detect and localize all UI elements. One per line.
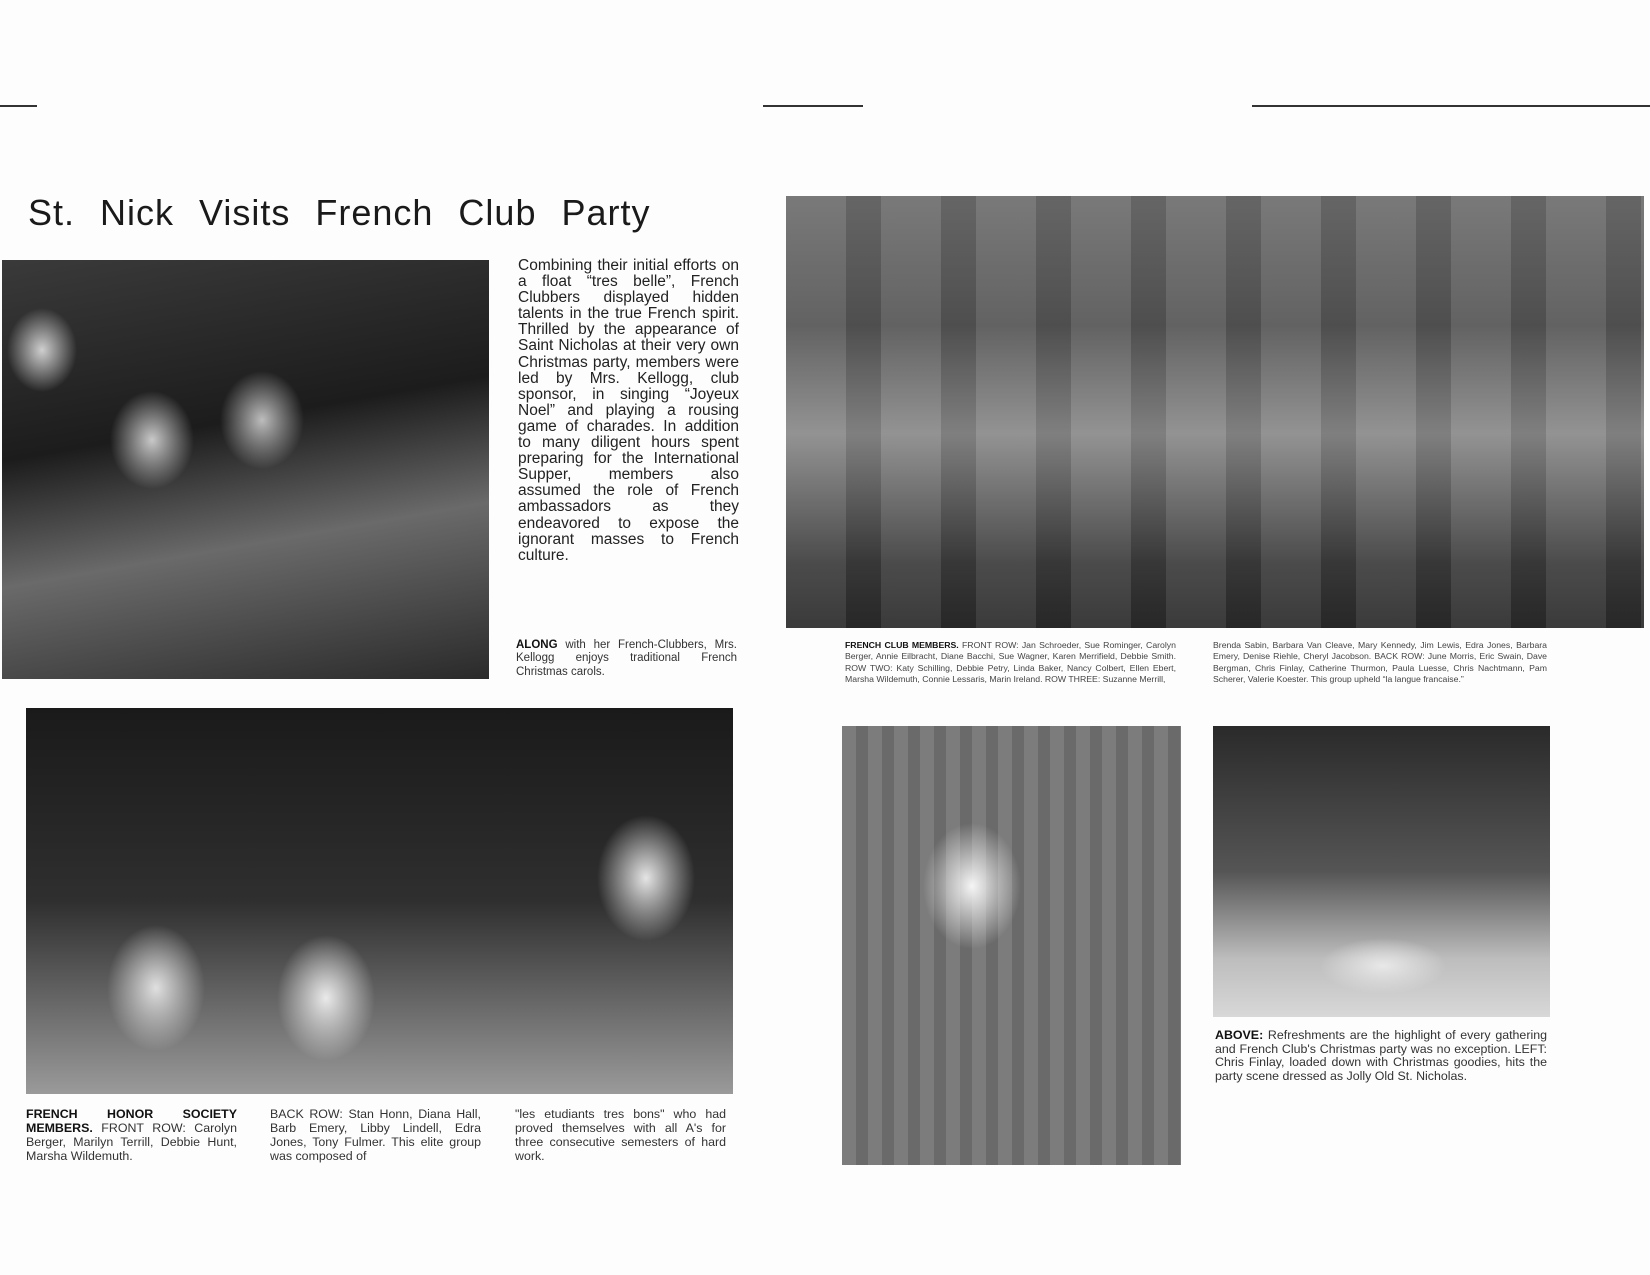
caption-honor-col1 (26, 1107, 237, 1163)
caption-honor-col3 (515, 1107, 726, 1163)
caption-text: "les etudiants tres bons" who had proved themselves with all A's for three consecutive semesters of hard work. (515, 1107, 726, 1163)
main-story-text: Combining their initial efforts on a float “tres belle”, French Clubbers displayed hidden talents in the true French spirit. Thrilled by the appearance of Saint Nicholas at their very own Christmas party, members were led by Mrs. Kellogg, club sponsor, in singing “Joyeux Noel” and playing a rousing game of charades. In addition to many diligent hours spent preparing for the International Supper, members also assumed the role of French ambassadors as they endeavored to expose the ignorant masses to French culture. (518, 257, 739, 564)
caption-above (1215, 1029, 1547, 1083)
photo-french-club-members (786, 196, 1644, 628)
caption-honor-col2 (270, 1107, 481, 1163)
top-rule-left (0, 105, 37, 107)
caption-lead: FRENCH CLUB MEMBERS. (845, 640, 959, 650)
caption-lead: ABOVE: (1215, 1028, 1264, 1042)
top-rule-center (763, 105, 863, 107)
page-title: St. Nick Visits French Club Party (28, 192, 651, 233)
caption-lead: ALONG (516, 639, 558, 651)
photo-refreshments (1213, 726, 1550, 1017)
caption-text: BACK ROW: Stan Honn, Diana Hall, Barb Emery, Libby Lindell, Edra Jones, Tony Fulmer. This elite group was composed of (270, 1107, 481, 1163)
caption-text: FRONT ROW: Jan Schroeder, Sue Rominger, Carolyn Berger, Annie Eilbracht, Diane Bacchi, Sue Wagner, Karen Merrifield, Debbie Smith. ROW TWO: Katy Schilling, Debbie Petry, Linda Baker, Nancy Colbert, Ellen Ebert, Marsha Wildemuth, Connie Lessaris, Marin Ireland. ROW THREE: Suzanne Merrill, (845, 640, 1176, 685)
photo-mrs-kellogg-carols (2, 260, 489, 679)
caption-club-members-col1 (845, 640, 1176, 686)
photo-honor-society (26, 708, 733, 1094)
caption-text: FRONT ROW: Carolyn Berger, Marilyn Terrill, Debbie Hunt, Marsha Wildemuth. (26, 1121, 237, 1163)
caption-along (516, 639, 737, 679)
top-rule-right (1252, 105, 1650, 107)
caption-text: with her French-Clubbers, Mrs. Kellogg enjoys traditional French Christmas carols. (516, 639, 737, 678)
photo-st-nicholas (842, 726, 1181, 1165)
caption-text: Brenda Sabin, Barbara Van Cleave, Mary Kennedy, Jim Lewis, Edra Jones, Barbara Emery, Denise Riehle, Cheryl Jacobson. BACK ROW: June Morris, Eric Swain, Dave Bergman, Chris Finlay, Catherine Thurmon, Paula Luesse, Chris Nachtmann, Pam Scherer, Valerie Koester. This group upheld “la langue francaise.” (1213, 640, 1547, 685)
caption-text: Refreshments are the highlight of every gathering and French Club's Christmas party was no exception. LEFT: Chris Finlay, loaded down with Christmas goodies, hits the party scene dressed as Jolly Old St. Nicholas. (1215, 1028, 1547, 1083)
caption-lead: FRENCH HONOR SOCIETY MEMBERS. (26, 1107, 237, 1135)
caption-club-members-col2 (1213, 640, 1547, 686)
